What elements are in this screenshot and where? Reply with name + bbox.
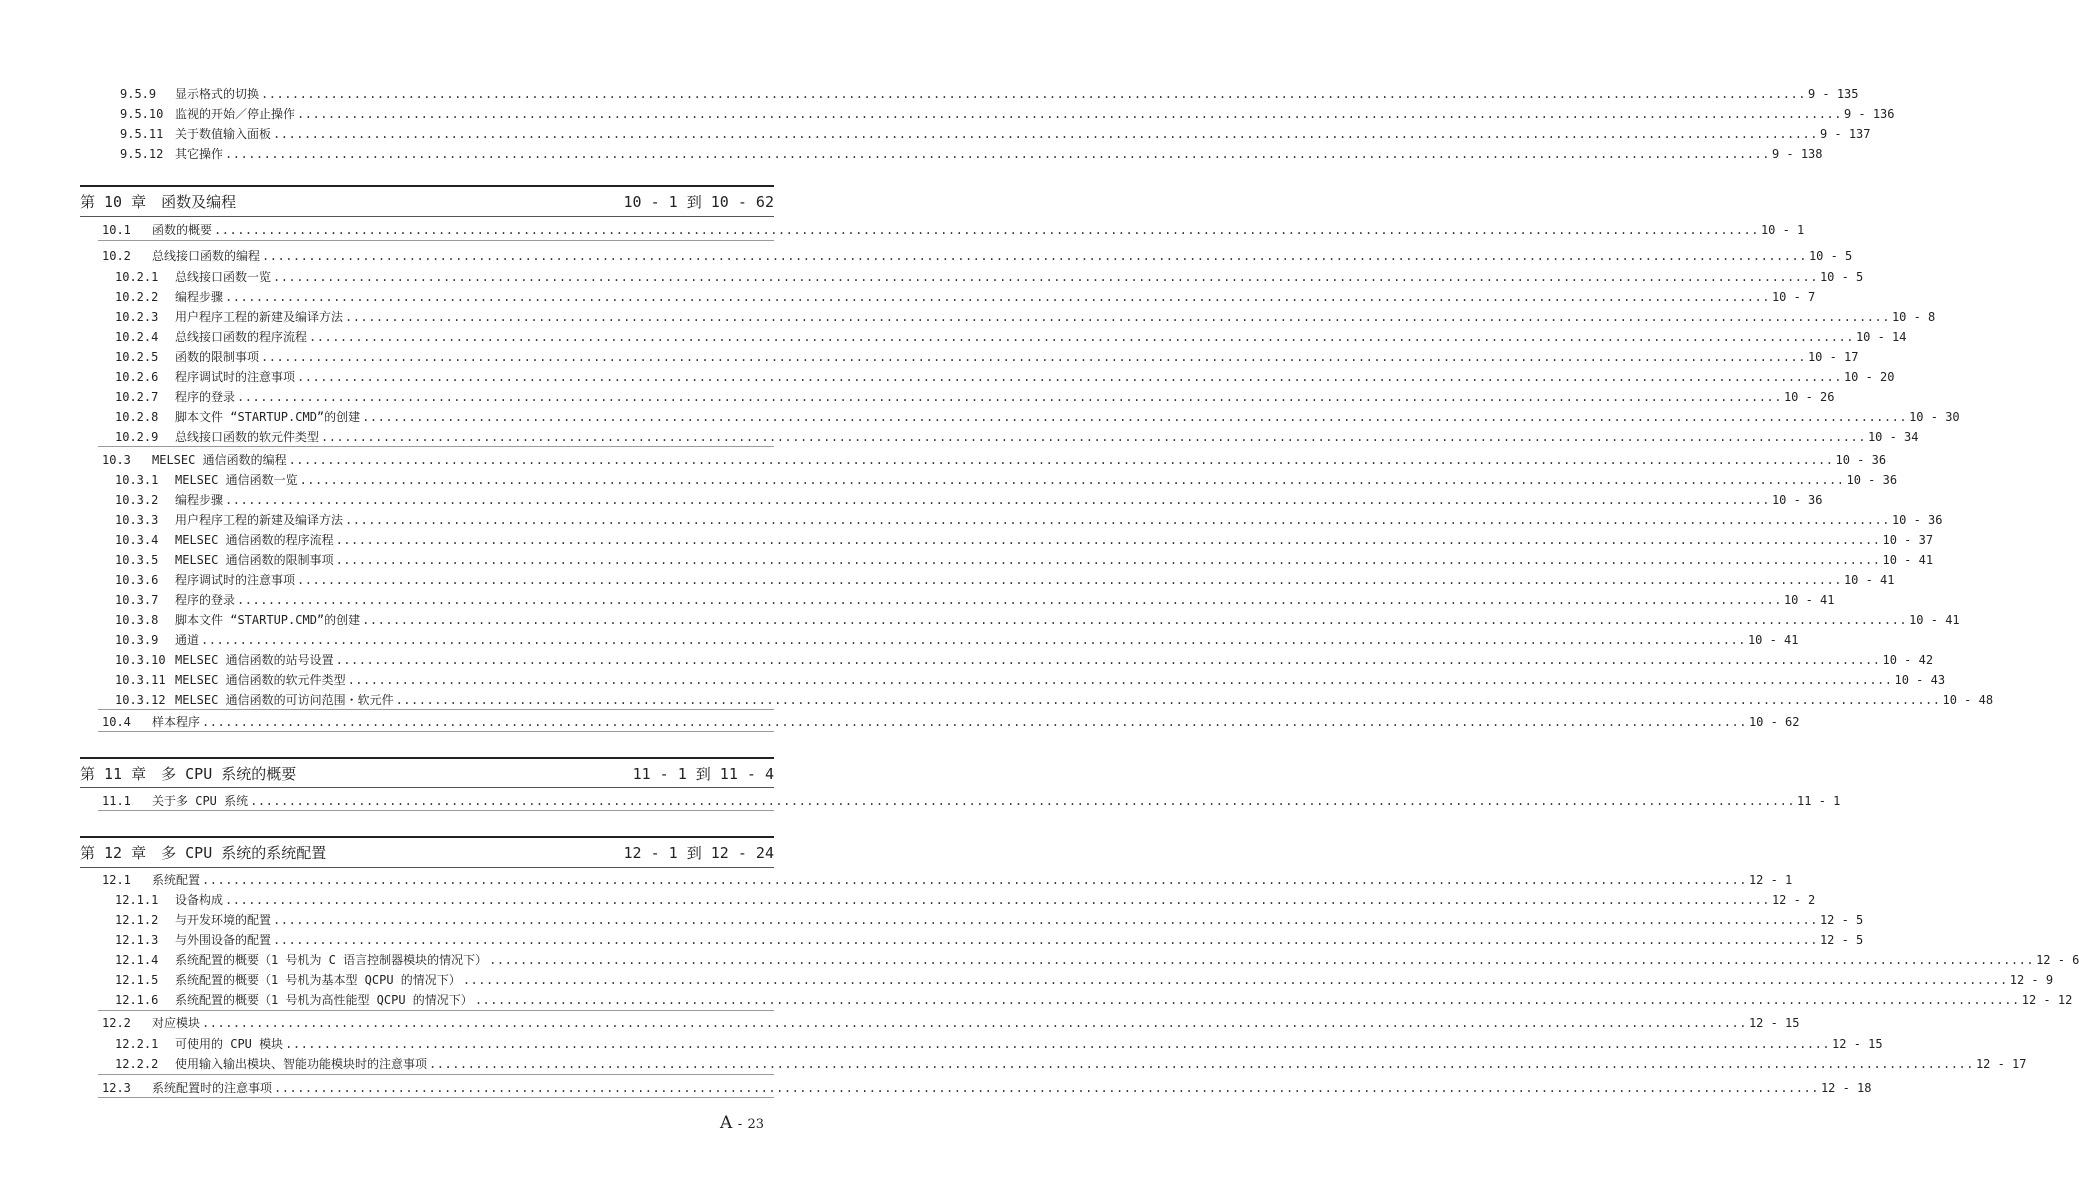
- entry-page: 10 - 42: [1882, 653, 1934, 667]
- dot-leader: ........................................................................................................................................................................................................: [321, 430, 1866, 444]
- entry-number: 10.2.7: [115, 390, 159, 404]
- section-divider: [98, 240, 774, 241]
- entry-title: MELSEC 通信函数的可访问范围・软元件: [175, 693, 394, 707]
- dot-leader: ........................................................................................................................................................................................................: [285, 1037, 1831, 1051]
- entry-title: 用户程序工程的新建及编译方法: [175, 513, 344, 527]
- dot-leader: ........................................................................................................................................................................................................: [362, 613, 1908, 627]
- toc-entry-10-2-7[interactable]: [115, 387, 1835, 407]
- dot-leader: ........................................................................................................................................................................................................: [225, 893, 1770, 907]
- toc-entry-10-3-12[interactable]: [115, 690, 1994, 710]
- entry-page: 9 - 136: [1843, 107, 1895, 121]
- entry-number: 10.1: [102, 223, 131, 237]
- toc-entry-10-2[interactable]: [102, 246, 1853, 266]
- entry-title: 与开发环境的配置: [175, 913, 272, 927]
- toc-entry-12-2-1[interactable]: [115, 1034, 1883, 1054]
- entry-number: 12.1.4: [115, 953, 159, 967]
- entry-number: 10.3: [102, 453, 131, 467]
- entry-number: 12.1.6: [115, 993, 159, 1007]
- entry-title: 对应模块: [152, 1016, 201, 1030]
- dot-leader: ........................................................................................................................................................................................................: [362, 410, 1908, 424]
- entry-title: 系统配置: [152, 873, 201, 887]
- chapter-page-range: 10 - 1 到 10 - 62: [623, 192, 774, 211]
- entry-title: 函数的限制事项: [175, 350, 260, 364]
- page-dash: -: [737, 1117, 743, 1132]
- entry-page: 9 - 137: [1819, 127, 1871, 141]
- dot-leader: ........................................................................................................................................................................................................: [201, 633, 1746, 647]
- toc-entry-12-1-3[interactable]: [115, 930, 1864, 950]
- entry-number: 9.5.11: [120, 127, 164, 141]
- dot-leader: ........................................................................................................................................................................................................: [237, 390, 1782, 404]
- entry-number: 10.2.4: [115, 330, 159, 344]
- entry-number: 10.2.5: [115, 350, 159, 364]
- dot-leader: ........................................................................................................................................................................................................: [202, 715, 1747, 729]
- toc-entry-9-5-10[interactable]: [120, 104, 1895, 124]
- toc-entry-10-3-5[interactable]: [115, 550, 1934, 570]
- chapter-10-heading[interactable]: [80, 188, 774, 214]
- entry-page: 10 - 14: [1855, 330, 1907, 344]
- entry-number: 10.3.11: [115, 673, 166, 687]
- dot-leader: ........................................................................................................................................................................................................: [345, 513, 1890, 527]
- dot-leader: ........................................................................................................................................................................................................: [273, 933, 1818, 947]
- dot-leader: ........................................................................................................................................................................................................: [297, 107, 1842, 121]
- entry-page: 12 - 17: [1975, 1057, 2027, 1071]
- dot-leader: ........................................................................................................................................................................................................: [237, 593, 1782, 607]
- dot-leader: ........................................................................................................................................................................................................: [261, 87, 1806, 101]
- entry-title: 用户程序工程的新建及编译方法: [175, 310, 344, 324]
- entry-title: 关于多 CPU 系统: [152, 794, 249, 808]
- page-letter: A: [720, 1113, 733, 1133]
- dot-leader: ........................................................................................................................................................................................................: [395, 693, 1941, 707]
- entry-title: 程序的登录: [175, 390, 236, 404]
- entry-title: 样本程序: [152, 715, 201, 729]
- toc-entry-10-2-6[interactable]: [115, 367, 1895, 387]
- toc-entry-11-1[interactable]: [102, 791, 1841, 811]
- entry-title: 设备构成: [175, 893, 224, 907]
- entry-page: 12 - 15: [1748, 1016, 1800, 1030]
- chapter-12-heading[interactable]: [80, 839, 774, 865]
- toc-entry-10-3-3[interactable]: [115, 510, 1943, 530]
- entry-title: 函数的概要: [152, 223, 213, 237]
- toc-entry-12-1-1[interactable]: [115, 890, 1816, 910]
- entry-page: 12 - 18: [1820, 1081, 1872, 1095]
- toc-entry-10-2-2[interactable]: [115, 287, 1816, 307]
- entry-page: 10 - 17: [1807, 350, 1859, 364]
- section-divider: [98, 446, 774, 447]
- entry-title: 编程步骤: [175, 493, 224, 507]
- entry-title: 总线接口函数的程序流程: [175, 330, 308, 344]
- entry-title: 脚本文件 “STARTUP.CMD”的创建: [175, 613, 361, 627]
- toc-entry-9-5-12[interactable]: [120, 144, 1823, 164]
- dot-leader: ........................................................................................................................................................................................................: [225, 493, 1770, 507]
- entry-page: 10 - 5: [1808, 249, 1853, 263]
- entry-page: 9 - 135: [1807, 87, 1859, 101]
- entry-page: 9 - 138: [1771, 147, 1823, 161]
- entry-page: 12 - 15: [1832, 1037, 1883, 1051]
- toc-entry-10-3[interactable]: [102, 450, 1887, 470]
- toc-entry-10-1[interactable]: [102, 220, 1805, 240]
- toc-entry-10-3-11[interactable]: [115, 670, 1946, 690]
- entry-title: MELSEC 通信函数的程序流程: [175, 533, 334, 547]
- entry-number: 10.3.4: [115, 533, 159, 547]
- section-divider: [98, 709, 774, 710]
- entry-number: 10.3.10: [115, 653, 166, 667]
- entry-page: 10 - 36: [1846, 473, 1898, 487]
- toc-entry-10-3-4[interactable]: [115, 530, 1934, 550]
- entry-page: 10 - 41: [1843, 573, 1895, 587]
- toc-entry-10-3-8[interactable]: [115, 610, 1960, 630]
- entry-page: 10 - 26: [1783, 390, 1835, 404]
- dot-leader: ........................................................................................................................................................................................................: [250, 794, 1796, 808]
- entry-page: 12 - 2: [1771, 893, 1816, 907]
- entry-number: 10.3.3: [115, 513, 159, 527]
- entry-number: 10.2.3: [115, 310, 159, 324]
- toc-entry-12-1[interactable]: [102, 870, 1793, 890]
- entry-number: 10.2.2: [115, 290, 159, 304]
- toc-entry-10-3-10[interactable]: [115, 650, 1934, 670]
- entry-number: 10.2.1: [115, 270, 159, 284]
- toc-entry-10-2-4[interactable]: [115, 327, 1907, 347]
- toc-entry-10-3-7[interactable]: [115, 590, 1835, 610]
- entry-title: 总线接口函数的编程: [152, 249, 261, 263]
- dot-leader: ........................................................................................................................................................................................................: [214, 223, 1759, 237]
- section-divider: [98, 1010, 774, 1011]
- section-divider: [98, 1097, 774, 1098]
- chapter-rule-top: [80, 757, 774, 759]
- entry-number: 12.1.3: [115, 933, 159, 947]
- entry-page: 12 - 1: [1748, 873, 1793, 887]
- dot-leader: ........................................................................................................................................................................................................: [273, 127, 1818, 141]
- dot-leader: ........................................................................................................................................................................................................: [297, 573, 1842, 587]
- entry-number: 12.1.1: [115, 893, 159, 907]
- entry-page: 12 - 5: [1819, 933, 1864, 947]
- chapter-11-heading[interactable]: [80, 760, 774, 786]
- entry-page: 10 - 41: [1882, 553, 1934, 567]
- entry-number: 12.3: [102, 1081, 131, 1095]
- toc-entry-10-2-8[interactable]: [115, 407, 1960, 427]
- entry-title: 编程步骤: [175, 290, 224, 304]
- entry-page: 10 - 41: [1747, 633, 1799, 647]
- dot-leader: ........................................................................................................................................................................................................: [335, 533, 1881, 547]
- entry-number: 10.4: [102, 715, 131, 729]
- toc-entry-10-4[interactable]: [102, 712, 1800, 732]
- entry-number: 10.3.7: [115, 593, 159, 607]
- toc-entry-12-1-4[interactable]: [115, 950, 2079, 970]
- toc-entry-10-3-6[interactable]: [115, 570, 1895, 590]
- chapter-rule-top: [80, 836, 774, 838]
- dot-leader: ........................................................................................................................................................................................................: [225, 290, 1770, 304]
- dot-leader: ........................................................................................................................................................................................................: [299, 473, 1845, 487]
- entry-number: 9.5.10: [120, 107, 164, 121]
- dot-leader: ........................................................................................................................................................................................................: [288, 453, 1834, 467]
- entry-number: 12.2.1: [115, 1037, 159, 1051]
- dot-leader: ........................................................................................................................................................................................................: [345, 310, 1890, 324]
- entry-title: 系统配置的概要（1 号机为基本型 QCPU 的情况下）: [175, 973, 461, 987]
- toc-entry-10-2-9[interactable]: [115, 427, 1919, 447]
- chapter-title: 第 12 章 多 CPU 系统的系统配置: [80, 843, 327, 862]
- entry-number: 9.5.12: [120, 147, 164, 161]
- chapter-title: 第 11 章 多 CPU 系统的概要: [80, 764, 297, 783]
- chapter-rule-bottom: [80, 867, 774, 868]
- entry-page: 10 - 36: [1891, 513, 1943, 527]
- entry-title: 系统配置的概要（1 号机为高性能型 QCPU 的情况下）: [175, 993, 473, 1007]
- entry-title: 程序的登录: [175, 593, 236, 607]
- entry-number: 12.1.5: [115, 973, 159, 987]
- entry-title: 通道: [175, 633, 200, 647]
- entry-page: 10 - 43: [1894, 673, 1946, 687]
- toc-entry-9-5-11[interactable]: [120, 124, 1871, 144]
- dot-leader: ........................................................................................................................................................................................................: [347, 673, 1893, 687]
- entry-number: 10.3.1: [115, 473, 159, 487]
- toc-entry-12-1-6[interactable]: [115, 990, 2073, 1010]
- entry-number: 10.3.2: [115, 493, 159, 507]
- toc-entry-10-2-1[interactable]: [115, 267, 1864, 287]
- toc-entry-10-3-1[interactable]: [115, 470, 1898, 490]
- entry-page: 10 - 41: [1909, 613, 1960, 627]
- dot-leader: ........................................................................................................................................................................................................: [297, 370, 1842, 384]
- entry-title: 程序调试时的注意事项: [175, 370, 296, 384]
- entry-page: 10 - 5: [1819, 270, 1864, 284]
- dot-leader: ........................................................................................................................................................................................................: [462, 973, 2008, 987]
- toc-entry-12-1-5[interactable]: [115, 970, 2054, 990]
- toc-entry-12-2-2[interactable]: [115, 1054, 2027, 1074]
- entry-page: 10 - 34: [1867, 430, 1919, 444]
- entry-title: 总线接口函数的软元件类型: [175, 430, 320, 444]
- entry-page: 10 - 7: [1771, 290, 1816, 304]
- chapter-rule-bottom: [80, 787, 774, 788]
- toc-entry-12-3[interactable]: [102, 1078, 1872, 1098]
- dot-leader: ........................................................................................................................................................................................................: [225, 147, 1770, 161]
- entry-number: 10.3.9: [115, 633, 159, 647]
- entry-page: 12 - 9: [2009, 973, 2054, 987]
- entry-page: 12 - 12: [2021, 993, 2073, 1007]
- entry-number: 11.1: [102, 794, 131, 808]
- page-num: 23: [747, 1117, 765, 1132]
- entry-title: 脚本文件 “STARTUP.CMD”的创建: [175, 410, 361, 424]
- entry-title: 系统配置的概要（1 号机为 C 语言控制器模块的情况下）: [175, 953, 488, 967]
- entry-page: 10 - 20: [1843, 370, 1895, 384]
- entry-title: 可使用的 CPU 模块: [175, 1037, 284, 1051]
- entry-page: 10 - 36: [1771, 493, 1823, 507]
- entry-page: 10 - 37: [1882, 533, 1934, 547]
- entry-page: 10 - 30: [1909, 410, 1960, 424]
- dot-leader: ........................................................................................................................................................................................................: [273, 913, 1818, 927]
- entry-page: 12 - 6: [2036, 953, 2079, 967]
- chapter-title: 第 10 章 函数及编程: [80, 192, 237, 211]
- entry-number: 10.3.12: [115, 693, 166, 707]
- chapter-rule-top: [80, 185, 774, 187]
- dot-leader: ........................................................................................................................................................................................................: [335, 653, 1881, 667]
- toc-entry-10-2-3[interactable]: [115, 307, 1936, 327]
- entry-title: 监视的开始／停止操作: [175, 107, 296, 121]
- chapter-page-range: 12 - 1 到 12 - 24: [623, 843, 774, 862]
- entry-number: 10.2: [102, 249, 131, 263]
- entry-title: MELSEC 通信函数的限制事项: [175, 553, 334, 567]
- entry-title: MELSEC 通信函数的软元件类型: [175, 673, 346, 687]
- entry-title: 程序调试时的注意事项: [175, 573, 296, 587]
- entry-number: 10.2.9: [115, 430, 159, 444]
- entry-title: 使用输入输出模块、智能功能模块时的注意事项: [175, 1057, 428, 1071]
- toc-entry-12-2[interactable]: [102, 1013, 1800, 1033]
- entry-number: 12.2: [102, 1016, 131, 1030]
- toc-entry-9-5-9[interactable]: [120, 84, 1859, 104]
- entry-page: 10 - 62: [1748, 715, 1800, 729]
- entry-number: 12.2.2: [115, 1057, 159, 1071]
- toc-entry-10-3-9[interactable]: [115, 630, 1799, 650]
- dot-leader: ........................................................................................................................................................................................................: [273, 270, 1818, 284]
- entry-page: 10 - 36: [1835, 453, 1887, 467]
- dot-leader: ........................................................................................................................................................................................................: [202, 1016, 1747, 1030]
- dot-leader: ........................................................................................................................................................................................................: [309, 330, 1854, 344]
- entry-page: 10 - 8: [1891, 310, 1936, 324]
- entry-title: 显示格式的切换: [175, 87, 260, 101]
- entry-title: MELSEC 通信函数的编程: [152, 453, 287, 467]
- toc-entry-10-2-5[interactable]: [115, 347, 1859, 367]
- entry-title: 关于数值输入面板: [175, 127, 272, 141]
- dot-leader: ........................................................................................................................................................................................................: [429, 1057, 1974, 1071]
- entry-title: 与外围设备的配置: [175, 933, 272, 947]
- toc-entry-12-1-2[interactable]: [115, 910, 1864, 930]
- entry-page: 10 - 1: [1760, 223, 1805, 237]
- entry-page: 10 - 41: [1783, 593, 1835, 607]
- entry-title: 总线接口函数一览: [175, 270, 272, 284]
- entry-number: 12.1.2: [115, 913, 159, 927]
- section-divider: [98, 731, 774, 732]
- entry-page: 11 - 1: [1797, 794, 1841, 808]
- entry-number: 10.3.5: [115, 553, 159, 567]
- entry-title: 其它操作: [175, 147, 224, 161]
- dot-leader: ........................................................................................................................................................................................................: [489, 953, 2035, 967]
- entry-number: 12.1: [102, 873, 131, 887]
- entry-number: 10.2.6: [115, 370, 159, 384]
- entry-title: MELSEC 通信函数一览: [175, 473, 298, 487]
- dot-leader: ........................................................................................................................................................................................................: [335, 553, 1881, 567]
- dot-leader: ........................................................................................................................................................................................................: [261, 350, 1806, 364]
- entry-number: 10.3.6: [115, 573, 159, 587]
- dot-leader: ........................................................................................................................................................................................................: [262, 249, 1807, 263]
- entry-page: 12 - 5: [1819, 913, 1864, 927]
- entry-number: 9.5.9: [120, 87, 157, 101]
- entry-number: 10.3.8: [115, 613, 159, 627]
- dot-leader: ........................................................................................................................................................................................................: [474, 993, 2020, 1007]
- dot-leader: ........................................................................................................................................................................................................: [274, 1081, 1819, 1095]
- toc-entry-10-3-2[interactable]: [115, 490, 1823, 510]
- entry-title: 系统配置时的注意事项: [152, 1081, 273, 1095]
- page-number: [720, 1113, 764, 1133]
- section-divider: [98, 1074, 774, 1075]
- chapter-page-range: 11 - 1 到 11 - 4: [632, 764, 774, 783]
- dot-leader: ........................................................................................................................................................................................................: [202, 873, 1747, 887]
- entry-number: 10.2.8: [115, 410, 159, 424]
- entry-title: MELSEC 通信函数的站号设置: [175, 653, 334, 667]
- chapter-rule-bottom: [80, 216, 774, 217]
- section-divider: [98, 810, 774, 811]
- entry-page: 10 - 48: [1942, 693, 1994, 707]
